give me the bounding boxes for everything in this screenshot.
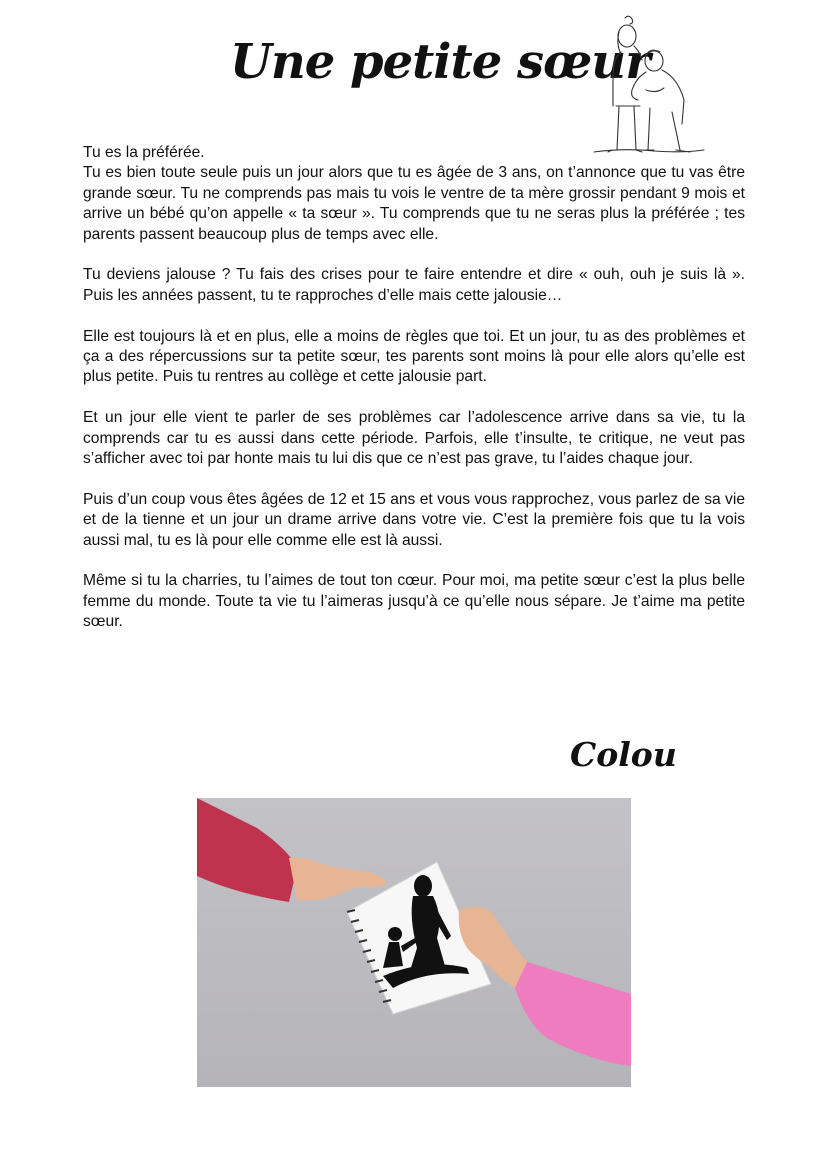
page-title: Une petite sœur bbox=[230, 34, 650, 90]
hands-passing-notebook-photo bbox=[197, 798, 631, 1087]
paragraph-line: Même si tu la charries, tu l’aimes de tout ton cœur. Pour moi, ma petite sœur c’est la plus belle femme du monde. Toute ta vie tu l’aimeras jusqu’à ce qu’elle nous sépare. Je t’aime ma petite sœur. bbox=[83, 572, 745, 631]
paragraph-line: Tu es la préférée. bbox=[83, 144, 205, 161]
paragraph-line: Puis d’un coup vous êtes âgées de 12 et 15 ans et vous vous rapprochez, vous parlez de sa vie et de la tienne et un jour un drame arrive dans votre vie. C’est la première fois que tu la vois aussi mal, tu es là pour elle comme elle est là aussi. bbox=[83, 490, 745, 549]
paragraph-line: Tu deviens jalouse ? Tu fais des crises pour te faire entendre et dire « ouh, ouh je suis là ». Puis les années passent, tu te rapproches d’elle mais cette jalousie… bbox=[83, 266, 745, 304]
paragraph bbox=[83, 490, 745, 551]
paragraph bbox=[83, 571, 745, 632]
paragraph bbox=[83, 265, 745, 306]
paragraph-line: Et un jour elle vient te parler de ses problèmes car l’adolescence arrive dans sa vie, tu la comprends car tu es aussi dans cette période. Parfois, elle t’insulte, te critique, ne veut pas s’afficher avec toi par honte mais tu lui dis que ce n’est pas grave, tu l’aides chaque jour. bbox=[83, 409, 745, 468]
author-signature: Colou bbox=[570, 735, 677, 774]
sisters-hugging-line-art-icon bbox=[588, 12, 708, 154]
paragraph-line: Tu es bien toute seule puis un jour alors que tu es âgée de 3 ans, on t’annonce que tu vas être grande sœur. Tu ne comprends pas mais tu vois le ventre de ta mère grossir pendant 9 mois et arrive un bébé qu’on appelle « ta sœur ». Tu comprends que tu ne seras plus la préférée ; tes parents passent beaucoup plus de temps avec elle. bbox=[83, 164, 745, 243]
paragraph bbox=[83, 143, 745, 245]
story-text bbox=[83, 143, 745, 653]
paragraph bbox=[83, 327, 745, 388]
paragraph-line: Elle est toujours là et en plus, elle a moins de règles que toi. Et un jour, tu as des problèmes et ça a des répercussions sur ta petite sœur, tes parents sont moins là pour elle alors qu’elle est plus petite. Puis tu rentres au collège et cette jalousie part. bbox=[83, 327, 745, 386]
paragraph bbox=[83, 408, 745, 469]
